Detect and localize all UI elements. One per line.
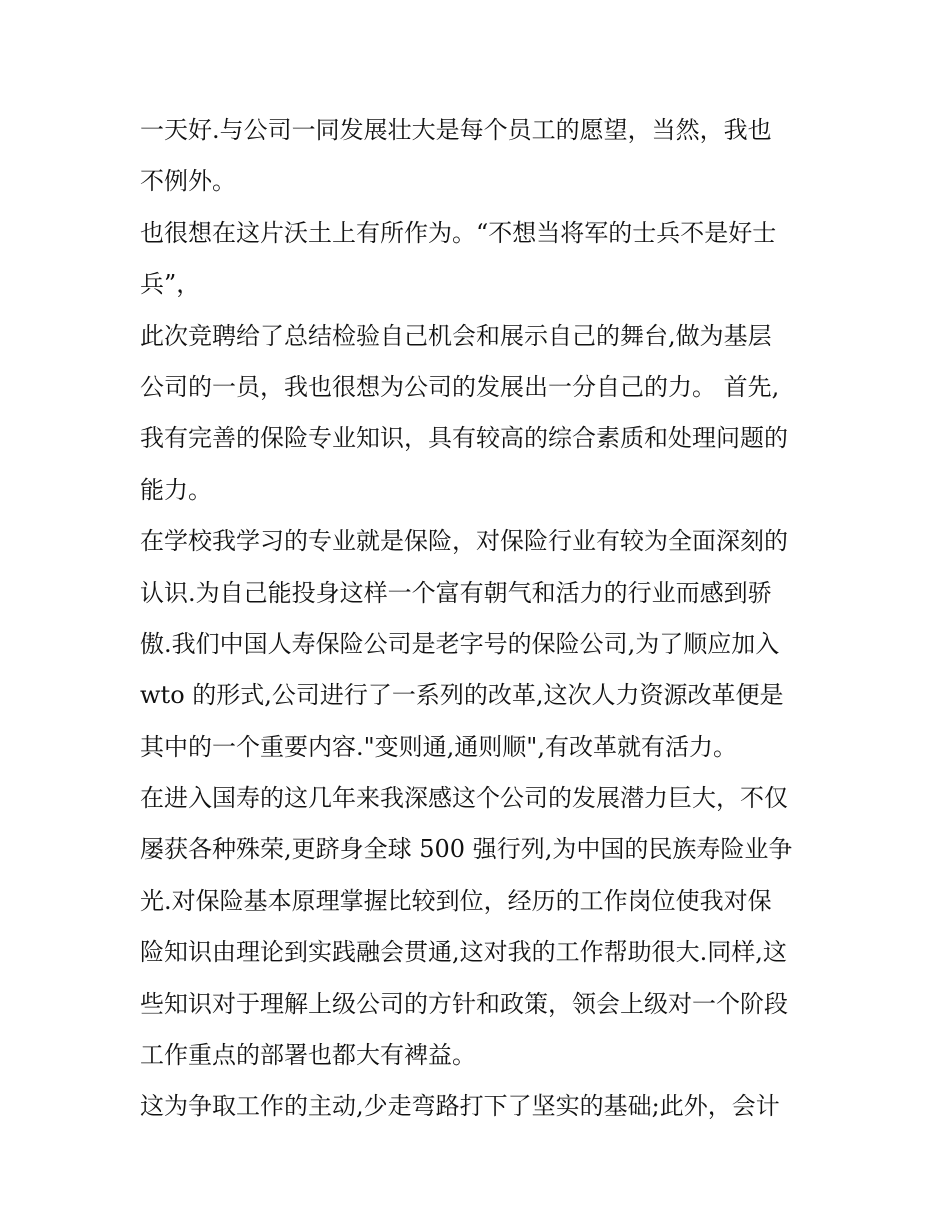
text-line: 光.对保险基本原理掌握比较到位，经历的工作岗位使我对保 [140, 886, 772, 915]
text-line: 屡获各种殊荣,更跻身全球 500 强行列,为中国的民族寿险业争 [140, 835, 793, 864]
text-line: 公司的一员，我也很想为公司的发展出一分自己的力。 首先, [140, 372, 780, 401]
text-line: 兵”， [140, 270, 201, 299]
text-line: 些知识对于理解上级公司的方针和政策，领会上级对一个阶段 [140, 989, 788, 1018]
text-line: 其中的一个重要内容."变则通,通则顺",有改革就有活力。 [140, 732, 737, 761]
text-line: 不例外。 [140, 167, 236, 196]
text-line: 一天好.与公司一同发展壮大是每个员工的愿望，当然，我也 [140, 116, 772, 144]
text-line: 也很想在这片沃土上有所作为。“不想当将军的士兵不是好士 [140, 218, 777, 247]
text-line: 在进入国寿的这几年来我深感这个公司的发展潜力巨大，不仅 [140, 784, 788, 813]
text-line: 此次竞聘给了总结检验自己机会和展示自己的舞台,做为基层 [140, 321, 772, 350]
document-body-text [140, 108, 820, 1136]
text-line: 认识.为自己能投身这样一个富有朝气和活力的行业而感到骄 [140, 578, 772, 607]
text-line: 傲.我们中国人寿保险公司是老字号的保险公司,为了顺应加入 [140, 629, 780, 658]
text-line: 这为争取工作的主动,少走弯路打下了坚实的基础;此外，会计 [140, 1092, 780, 1121]
text-line: wto 的形式,公司进行了一系列的改革,这次人力资源改革便是 [140, 681, 784, 710]
text-line: 我有完善的保险专业知识，具有较高的综合素质和处理问题的 [140, 424, 788, 453]
text-line: 在学校我学习的专业就是保险，对保险行业有较为全面深刻的 [140, 527, 788, 556]
text-line: 能力。 [140, 475, 212, 504]
text-line: 工作重点的部署也都大有裨益。 [140, 1041, 476, 1070]
text-line: 险知识由理论到实践融会贯通,这对我的工作帮助很大.同样,这 [140, 938, 787, 967]
